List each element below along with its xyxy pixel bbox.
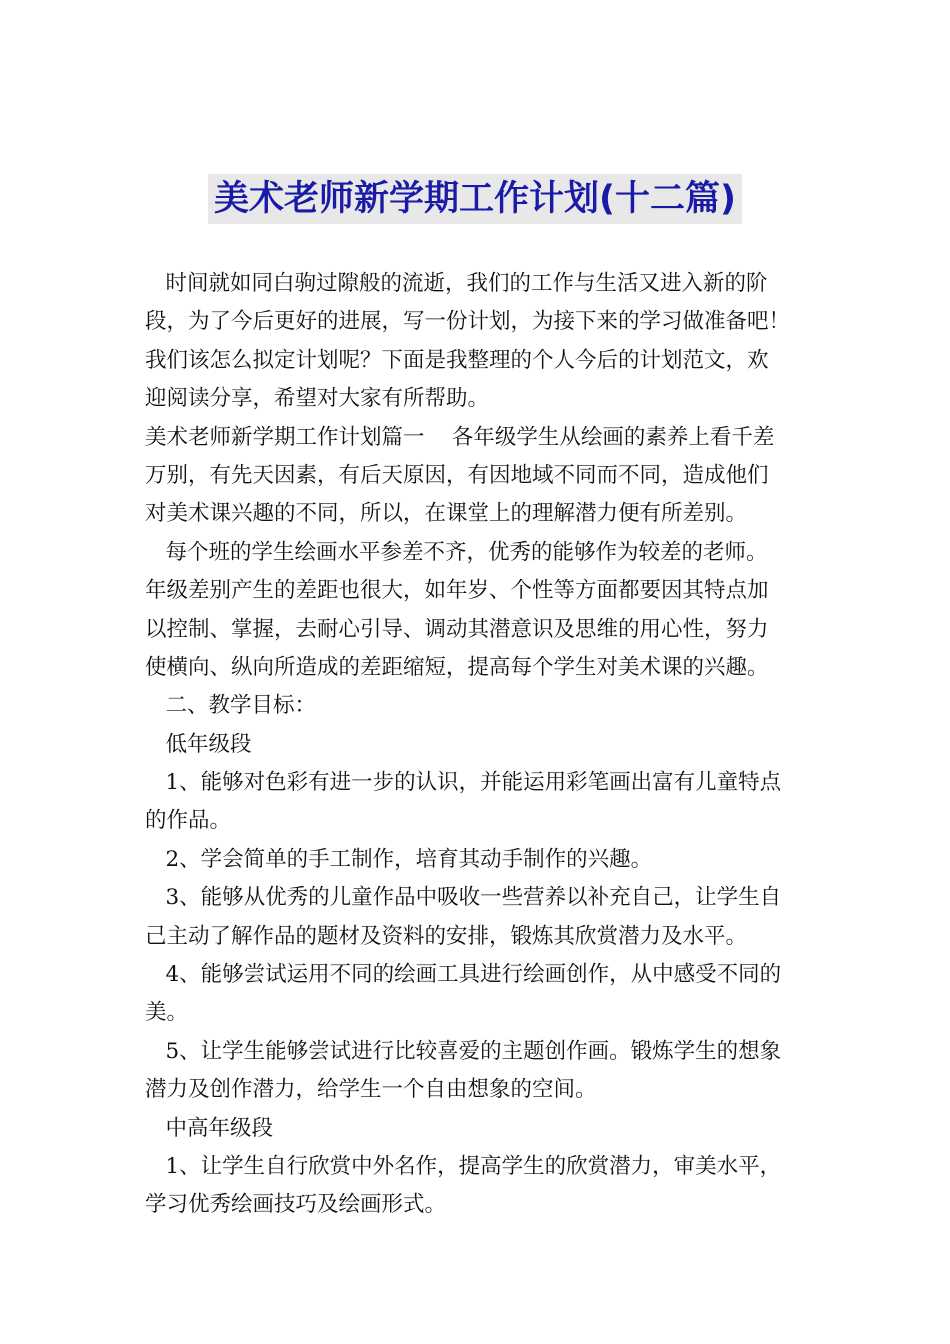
text-line: 5、让学生能够尝试进行比较喜爱的主题创作画。锻炼学生的想象 [145,1038,782,1064]
document-body [145,265,810,1225]
text-line: 年级差别产生的差距也很大，如年岁、个性等方面都要因其特点加 [145,578,769,604]
text-line: 我们该怎么拟定计划呢？下面是我整理的个人今后的计划范文，欢 [145,347,769,373]
text-line: 段，为了今后更好的进展，写一份计划，为接下来的学习做准备吧！ [145,309,791,335]
text-line: 的作品。 [145,808,232,834]
text-line: 时间就如同白驹过隙般的流逝，我们的工作与生活又进入新的阶 [145,271,768,296]
text-line: 4、能够尝试运用不同的绘画工具进行绘画创作，从中感受不同的 [145,962,782,988]
text-line: 每个班的学生绘画水平参差不齐，优秀的能够作为较差的老师。 [145,539,768,565]
text-line: 以控制、掌握，去耐心引导、调动其潜意识及思维的用心性，努力 [145,616,769,642]
text-line: 2、学会简单的手工制作，培育其动手制作的兴趣。 [145,846,653,872]
text-line: 学习优秀绘画技巧及绘画形式。 [145,1192,447,1218]
text-line: 中高年级段 [145,1115,274,1141]
text-line: 己主动了解作品的题材及资料的安排，锻炼其欣赏潜力及水平。 [145,923,748,949]
text-line: 潜力及创作潜力，给学生一个自由想象的空间。 [145,1077,597,1103]
text-line: 1、让学生自行欣赏中外名作，提高学生的欣赏潜力，审美水平， [145,1153,782,1179]
text-line: 迎阅读分享，希望对大家有所帮助。 [145,386,490,412]
text-line: 对美术课兴趣的不同，所以，在课堂上的理解潜力便有所差别。 [145,501,748,527]
text-line: 二、教学目标： [145,693,317,719]
text-line: 万别，有先天因素，有后天原因，有因地域不同而不同，造成他们 [145,462,769,488]
title-container [0,174,950,224]
document-title: 美术老师新学期工作计划(十二篇) [208,174,742,224]
text-line: 3、能够从优秀的儿童作品中吸收一些营养以补充自己，让学生自 [145,885,782,911]
text-line: 使横向、纵向所造成的差距缩短，提高每个学生对美术课的兴趣。 [145,654,769,680]
text-line: 美术老师新学期工作计划篇一 各年级学生从绘画的素养上看千差 [145,424,775,450]
text-line: 美。 [145,1000,189,1026]
text-line: 1、能够对色彩有进一步的认识，并能运用彩笔画出富有儿童特点 [145,770,782,796]
text-line: 低年级段 [145,731,252,757]
